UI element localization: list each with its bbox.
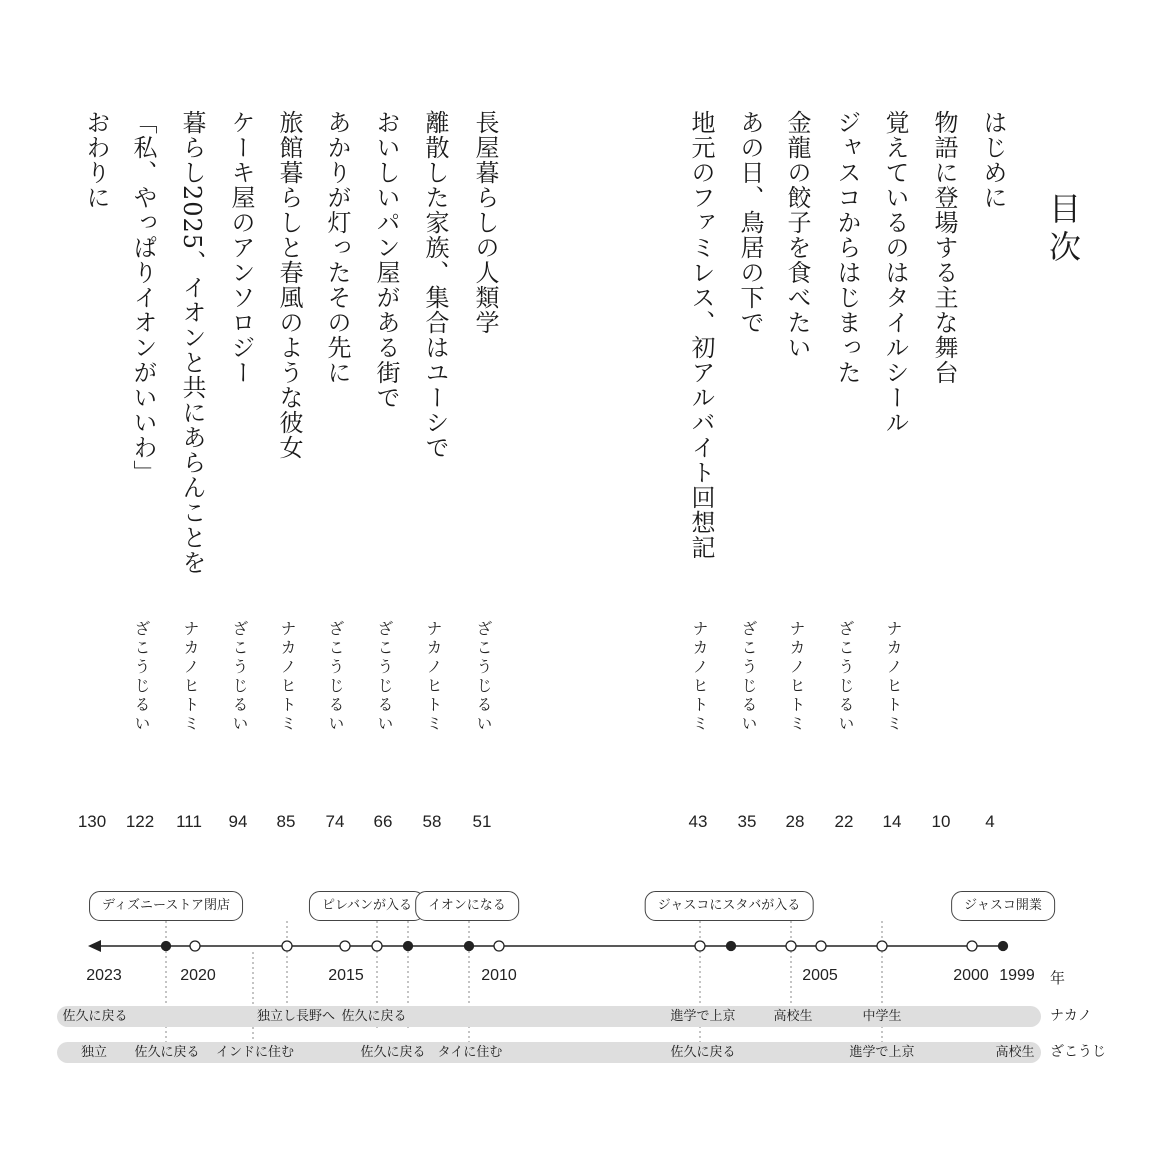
timeline-tick-marker — [190, 941, 200, 951]
timeline-arrow-head — [88, 940, 101, 952]
timeline-event-marker — [999, 942, 1008, 951]
toc-title: 目次 — [1044, 192, 1082, 268]
nakano-milestone: 中学生 — [862, 1009, 902, 1024]
toc-entry-page: 111 — [176, 812, 202, 831]
toc-entry-title: ジャスコからはじまった — [833, 110, 861, 385]
timeline-year-label: 2005 — [802, 967, 838, 984]
toc-entry-page: 28 — [785, 812, 805, 831]
toc-entry-title: おいしいパン屋がある街で — [372, 110, 400, 410]
toc-entry-title: あの日、鳥居の下で — [736, 110, 764, 335]
toc-entry-page: 22 — [834, 812, 854, 831]
toc-entry-title: 金龍の餃子を食べたい — [783, 110, 811, 360]
person-label-zakouji: ざこうじ — [1050, 1044, 1106, 1060]
nakano-milestone: 佐久に戻る — [341, 1009, 407, 1024]
zakouji-milestone: タイに住む — [437, 1045, 503, 1060]
timeline-year-label: 2000 — [953, 967, 989, 984]
toc-entry-author: ざこうじるい — [326, 620, 345, 734]
toc-entry-author: ナカノヒトミ — [424, 620, 443, 734]
toc-entry-author: ざこうじるい — [132, 620, 151, 734]
toc-entry-author: ナカノヒトミ — [690, 620, 709, 734]
toc-entry-page: 51 — [472, 812, 492, 831]
zakouji-milestone: 独立 — [80, 1045, 108, 1060]
timeline-tick-marker — [816, 941, 826, 951]
toc-entry-author: ざこうじるい — [375, 620, 394, 734]
timeline-tick-marker — [372, 941, 382, 951]
timeline-tick-marker — [877, 941, 887, 951]
toc-entry-page: 122 — [125, 812, 155, 831]
toc-entry-title: あかりが灯ったその先に — [323, 110, 351, 385]
zakouji-milestone: 佐久に戻る — [360, 1045, 426, 1060]
nakano-milestone: 独立し長野へ — [256, 1009, 336, 1024]
toc-entry-page: 14 — [882, 812, 902, 831]
timeline-event-label: イオンになる — [415, 891, 519, 921]
timeline-year-label: 2023 — [86, 967, 122, 984]
toc-entry-author: ざこうじるい — [230, 620, 249, 734]
toc-entry-title: 地元のファミレス、初アルバイト回想記 — [687, 110, 715, 560]
timeline-tick-marker — [695, 941, 705, 951]
toc-entry-page: 85 — [276, 812, 296, 831]
timeline-event-marker — [727, 942, 736, 951]
nakano-milestone: 佐久に戻る — [62, 1009, 128, 1024]
toc-entry-title: 覚えているのはタイルシール — [881, 110, 909, 435]
timeline-tick-marker — [282, 941, 292, 951]
toc-entry-title: 物語に登場する主な舞台 — [930, 110, 958, 385]
timeline-tick-marker — [340, 941, 350, 951]
toc-entry-author: ナカノヒトミ — [181, 620, 200, 734]
timeline-guides — [166, 921, 882, 1062]
toc-entry-page: 74 — [325, 812, 345, 831]
timeline-year-label: 1999 — [999, 967, 1035, 984]
nakano-milestone: 進学で上京 — [670, 1009, 736, 1024]
toc-entry-author: ナカノヒトミ — [278, 620, 297, 734]
toc-entry-author: ざこうじるい — [739, 620, 758, 734]
toc-entry-page: 130 — [77, 812, 107, 831]
toc-entry-author: ナカノヒトミ — [884, 620, 903, 734]
toc-entry-title: 暮らし2025、イオンと共にあらんことを — [178, 110, 206, 576]
toc-entry-author: ざこうじるい — [836, 620, 855, 734]
toc-entry-page: 4 — [985, 812, 995, 831]
toc-entry-title: おわりに — [82, 110, 110, 210]
toc-entry-title: はじめに — [979, 110, 1007, 210]
toc-entry-title: 離散した家族、集合はユーシで — [421, 110, 449, 460]
timeline-event-label: ディズニーストア閉店 — [89, 891, 243, 921]
toc-entry-page: 58 — [422, 812, 442, 831]
toc-entry-author: ざこうじるい — [474, 620, 493, 734]
timeline-tick-marker — [967, 941, 977, 951]
timeline-year-label: 2010 — [481, 967, 517, 984]
toc-entry-author: ナカノヒトミ — [787, 620, 806, 734]
timeline-tick-marker — [494, 941, 504, 951]
zakouji-milestone: 佐久に戻る — [134, 1045, 200, 1060]
timeline-event-marker — [404, 942, 413, 951]
timeline-event-label: ジャスコにスタバが入る — [645, 891, 814, 921]
nakano-milestone: 高校生 — [773, 1009, 813, 1024]
toc-entry-page: 10 — [931, 812, 951, 831]
timeline-event-marker — [465, 942, 474, 951]
toc-entry-title: 長屋暮らしの人類学 — [471, 110, 499, 335]
toc-entry-title: 旅館暮らしと春風のような彼女 — [275, 110, 303, 460]
timeline-event-label: ピレバンが入る — [309, 891, 425, 921]
toc-entry-page: 66 — [373, 812, 393, 831]
timeline-tick-marker — [786, 941, 796, 951]
timeline-year-unit: 年 — [1050, 969, 1066, 987]
zakouji-milestone: インドに住む — [215, 1045, 295, 1060]
toc-entry-title: ケーキ屋のアンソロジー — [227, 110, 255, 385]
person-label-nakano: ナカノ — [1050, 1008, 1092, 1024]
timeline-event-label: ジャスコ開業 — [951, 891, 1055, 921]
zakouji-milestone: 佐久に戻る — [670, 1045, 736, 1060]
timeline-year-label: 2015 — [328, 967, 364, 984]
zakouji-milestone: 進学で上京 — [849, 1045, 915, 1060]
timeline-year-label: 2020 — [180, 967, 216, 984]
timeline-event-marker — [162, 942, 171, 951]
zakouji-milestone: 高校生 — [995, 1045, 1035, 1060]
toc-entry-page: 35 — [737, 812, 757, 831]
toc-entry-page: 43 — [688, 812, 708, 831]
toc-entry-page: 94 — [228, 812, 248, 831]
toc-entry-title: 「私、やっぱりイオンがいいわ」 — [129, 110, 157, 485]
